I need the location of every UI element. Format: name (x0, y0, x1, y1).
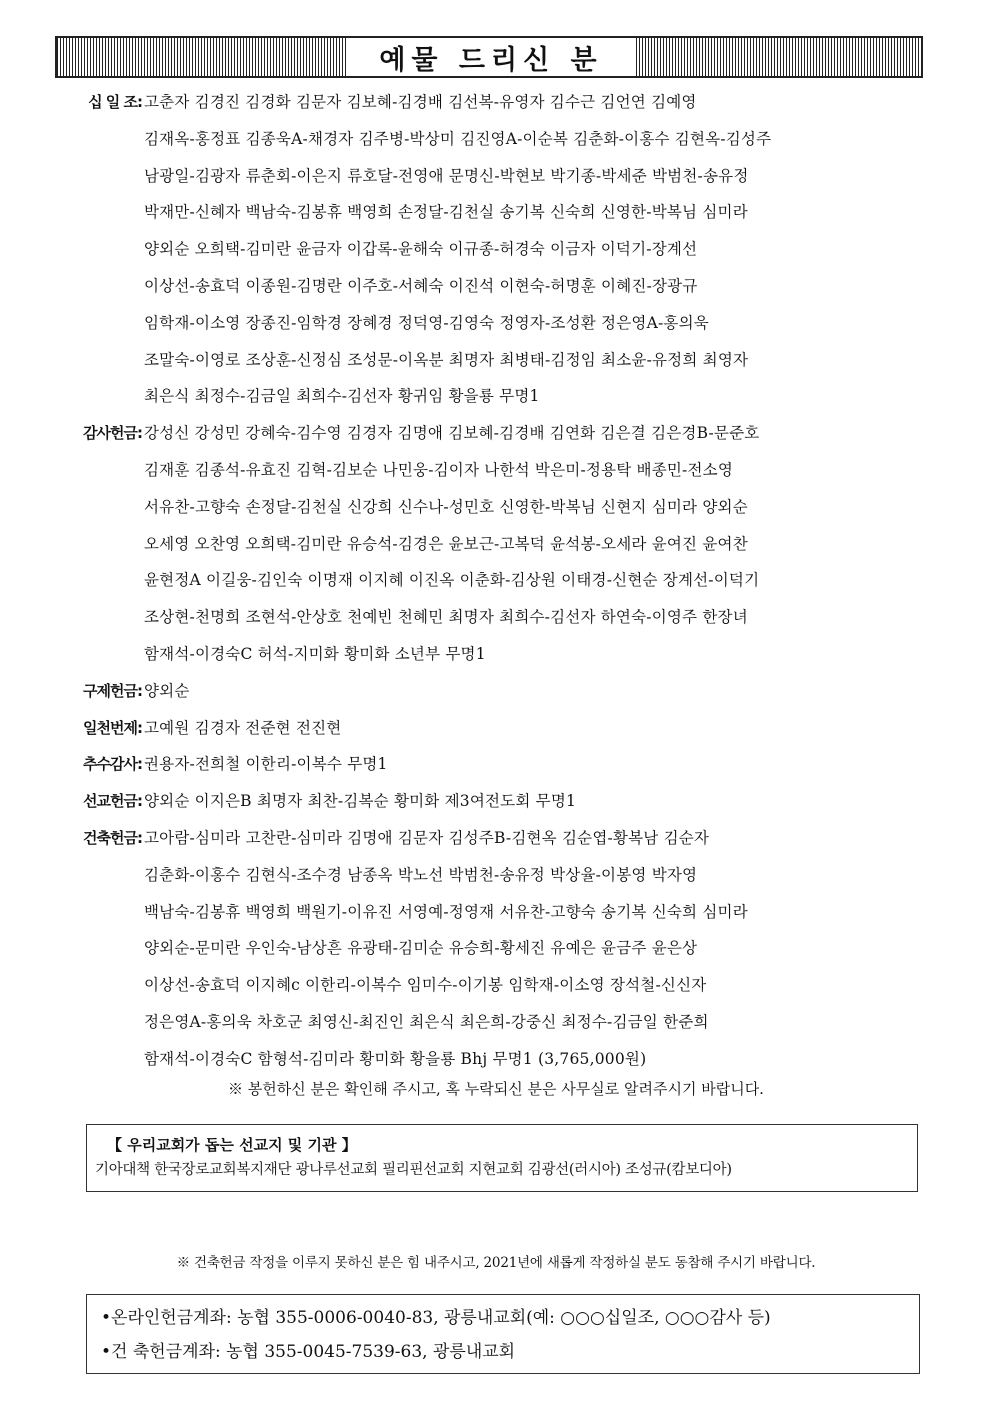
offering-section (60, 673, 940, 710)
donor-line: 백남숙-김봉휴 백영희 백원기-이유진 서영예-정영재 서유찬-고향숙 송기복 신숙희 심미라 (144, 902, 748, 921)
offering-section (60, 84, 940, 415)
donor-line: 김춘화-이홍수 김현식-조수경 남종옥 박노선 박범천-송유정 박상율-이봉영 박자영 (144, 865, 698, 884)
donor-line: 이상선-송효덕 이지혜c 이한리-이복수 임미수-이기봉 임학재-이소영 장석철-신신자 (144, 976, 707, 995)
donor-line: 함재석-이경숙C 허석-지미화 황미화 소년부 무명1 (144, 644, 486, 663)
donor-lines (144, 783, 940, 820)
offering-section (60, 746, 940, 783)
donor-line: 양외순 (144, 681, 190, 700)
section-label: 건축헌금: (83, 828, 142, 847)
donor-lines (144, 84, 940, 415)
donor-line: 양외순 이지은B 최명자 최찬-김복순 황미화 제3여전도회 무명1 (144, 792, 577, 811)
donor-line: 오세영 오찬영 오희택-김미란 유승석-김경은 윤보근-고복덕 윤석봉-오세라 윤여진 윤여찬 (144, 534, 748, 553)
donor-line: 남광일-김광자 류춘회-이은지 류호달-전영애 문명신-박현보 박기종-박세준 박범천-송유정 (144, 166, 749, 185)
donor-line: 권용자-전희철 이한리-이복수 무명1 (144, 755, 388, 774)
building-account: •건 축헌금계좌: 농협 355-0045-7539-63, 광릉내교회 (101, 1342, 516, 1362)
confirmation-note: ※ 봉헌하신 분은 확인해 주시고, 혹 누락되신 분은 사무실로 알려주시기 바랍니다. (228, 1080, 764, 1098)
donor-line: 양외순-문미란 우인숙-남상흔 유광태-김미순 유승희-황세진 유예은 윤금주 윤은상 (144, 939, 698, 958)
missions-box (86, 1124, 918, 1192)
donor-lines (144, 710, 940, 747)
donor-line: 강성신 강성민 강혜숙-김수영 김경자 김명애 김보혜-김경배 김연화 김은결 김은경B-문준호 (144, 424, 760, 443)
donor-line: 박재만-신혜자 백남숙-김봉휴 백영희 손정달-김천실 송기복 신숙희 신영한-박복님 심미라 (144, 203, 748, 222)
donor-line: 고예원 김경자 전준현 전진현 (144, 718, 342, 737)
donor-line: 최은식 최정수-김금일 최희수-김선자 황귀임 황을룡 무명1 (144, 387, 540, 406)
offering-section (60, 710, 940, 747)
donor-line: 조말숙-이영로 조상훈-신정심 조성문-이옥분 최명자 최병태-김정임 최소윤-유정희 최영자 (144, 350, 749, 369)
section-label: 십 일 조: (88, 93, 142, 111)
section-label: 추수감사: (83, 755, 142, 774)
page-title: 예물 드리신 분 (347, 38, 635, 76)
section-label: 구제헌금: (83, 681, 142, 700)
donor-line: 정은영A-홍의욱 차호군 최영신-최진인 최은식 최은희-강중신 최정수-김금일 한준희 (144, 1012, 709, 1031)
accounts-box (86, 1294, 920, 1374)
donor-line: 윤현정A 이길웅-김인숙 이명재 이지혜 이진옥 이춘화-김상원 이태경-신현순 장계선-이덕기 (144, 571, 760, 590)
offering-section (60, 820, 940, 1078)
online-account: •온라인헌금계좌: 농협 355-0006-0040-83, 광릉내교회(예: ○○○십일조, ○○○감사 등) (101, 1308, 771, 1328)
donor-line: 임학재-이소영 장종진-임학경 장혜경 정덕영-김영숙 정영자-조성환 정은영A-홍의욱 (144, 313, 709, 332)
donor-line: 김재옥-홍정표 김종욱A-채경자 김주병-박상미 김진영A-이순복 김춘화-이홍수 김현옥-김성주 (144, 129, 772, 148)
missions-list: 기아대책 한국장로교회복지재단 광나루선교회 필리핀선교회 지현교회 김광선(러시아) 조성규(캄보디아) (95, 1162, 732, 1178)
donor-line: 고아람-심미라 고찬란-심미라 김명애 김문자 김성주B-김현옥 김순엽-황복남 김순자 (144, 828, 710, 847)
donor-line: 조상현-천명희 조현석-안상호 천예빈 천혜민 최명자 최희수-김선자 하연숙-이영주 한장녀 (144, 608, 748, 627)
offering-section (60, 783, 940, 820)
offering-section (60, 415, 940, 673)
building-note: ※ 건축헌금 작정을 이루지 못하신 분은 힘 내주시고, 2021년에 새롭게 작정하실 분도 동참해 주시기 바랍니다. (176, 1255, 816, 1271)
donor-line: 김재훈 김종석-유효진 김혁-김보순 나민웅-김이자 나한석 박은미-정용탁 배종민-전소영 (144, 460, 734, 479)
section-label: 선교헌금: (83, 792, 142, 811)
donor-lines (144, 673, 940, 710)
donor-lines (144, 746, 940, 783)
donor-lines (144, 415, 940, 673)
donor-line: 함재석-이경숙C 함형석-김미라 황미화 황을룡 Bhj 무명1 (3,765,000원) (144, 1049, 647, 1068)
donor-line: 서유찬-고향숙 손정달-김천실 신강희 신수나-성민호 신영한-박복님 신현지 심미라 양외순 (144, 497, 748, 516)
section-label: 감사헌금: (83, 424, 142, 443)
offering-sections (60, 84, 940, 1078)
section-label: 일천번제: (83, 718, 142, 737)
missions-heading: 【 우리교회가 돕는 선교지 및 기관 】 (107, 1136, 357, 1154)
donor-line: 고춘자 김경진 김경화 김문자 김보혜-김경배 김선복-유영자 김수근 김언연 김예영 (144, 93, 697, 111)
donor-line: 양외순 오희택-김미란 윤금자 이갑록-윤해숙 이규종-허경숙 이금자 이덕기-장계선 (144, 240, 698, 259)
donor-line: 이상선-송효덕 이종원-김명란 이주호-서혜숙 이진석 이현숙-허명훈 이혜진-장광규 (144, 276, 698, 295)
donor-lines (144, 820, 940, 1078)
title-banner (55, 36, 923, 78)
